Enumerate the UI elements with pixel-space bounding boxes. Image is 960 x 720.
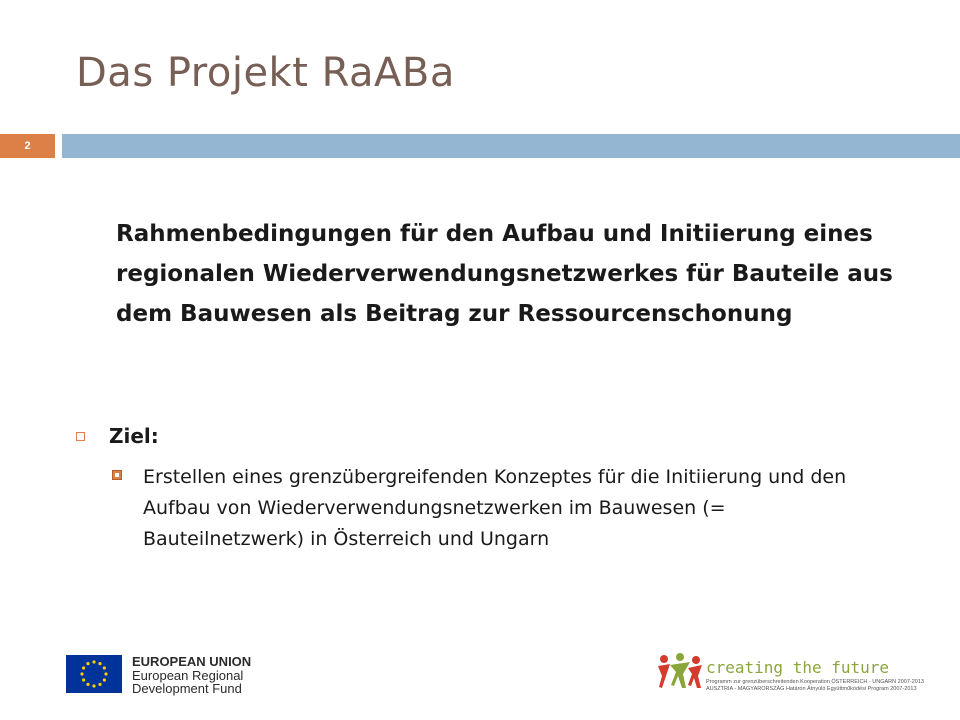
slide-number-badge (0, 134, 55, 158)
eu-logo (66, 655, 251, 696)
eu-star-icon (103, 666, 106, 669)
program-tagline: creating the future (706, 658, 890, 677)
slide-subtitle: Rahmenbedingungen für den Aufbau und Initiierung eines regionalen Wiederverwendungsnetzwerkes für Bauteile aus dem Bauwesen als Beitrag zur Ressourcenschonung (116, 221, 893, 327)
header-bar (62, 134, 960, 158)
eu-logo-text (132, 655, 251, 696)
sub-bullet-item (112, 462, 852, 555)
eu-star-icon (98, 683, 101, 686)
creating-the-future-logo (656, 652, 926, 696)
sub-bullet-text: Erstellen eines grenzübergreifenden Konzeptes für die Initiierung und den Aufbau von Wiederverwendungsnetzwerken im Bauwesen (= Bauteilnetzwerk) in Österreich und Ungarn (143, 466, 847, 550)
eu-star-icon (98, 662, 101, 665)
eu-star-icon (92, 660, 95, 663)
eu-star-icon (82, 666, 85, 669)
program-line-1: Programm zur grenzüberschreitenden Kooperation ÖSTERREICH - UNGARN 2007-2013 (706, 679, 924, 685)
eu-flag-icon (66, 655, 122, 693)
eu-line-3: Development Fund (132, 681, 242, 696)
eu-star-icon (104, 672, 107, 675)
bullet-item-ziel (76, 424, 159, 448)
people-figures-icon (656, 652, 704, 692)
eu-line-2: European Regional (132, 667, 244, 683)
program-line-2: AUSZTRIA - MAGYARORSZÁG Határon Átnyúló Együttműködési Program 2007-2013 (706, 686, 917, 692)
eu-star-icon (92, 684, 95, 687)
eu-star-icon (80, 672, 83, 675)
slide-title: Das Projekt RaABa (76, 50, 455, 96)
hollow-square-icon (76, 432, 85, 441)
eu-line-1: EUROPEAN UNION (132, 654, 252, 669)
filled-square-icon (112, 470, 122, 480)
eu-star-icon (103, 678, 106, 681)
eu-star-icon (82, 678, 85, 681)
bullet-label: Ziel: (109, 424, 159, 448)
eu-star-icon (86, 662, 89, 665)
slide-number: 2 (24, 140, 31, 152)
eu-star-icon (86, 683, 89, 686)
